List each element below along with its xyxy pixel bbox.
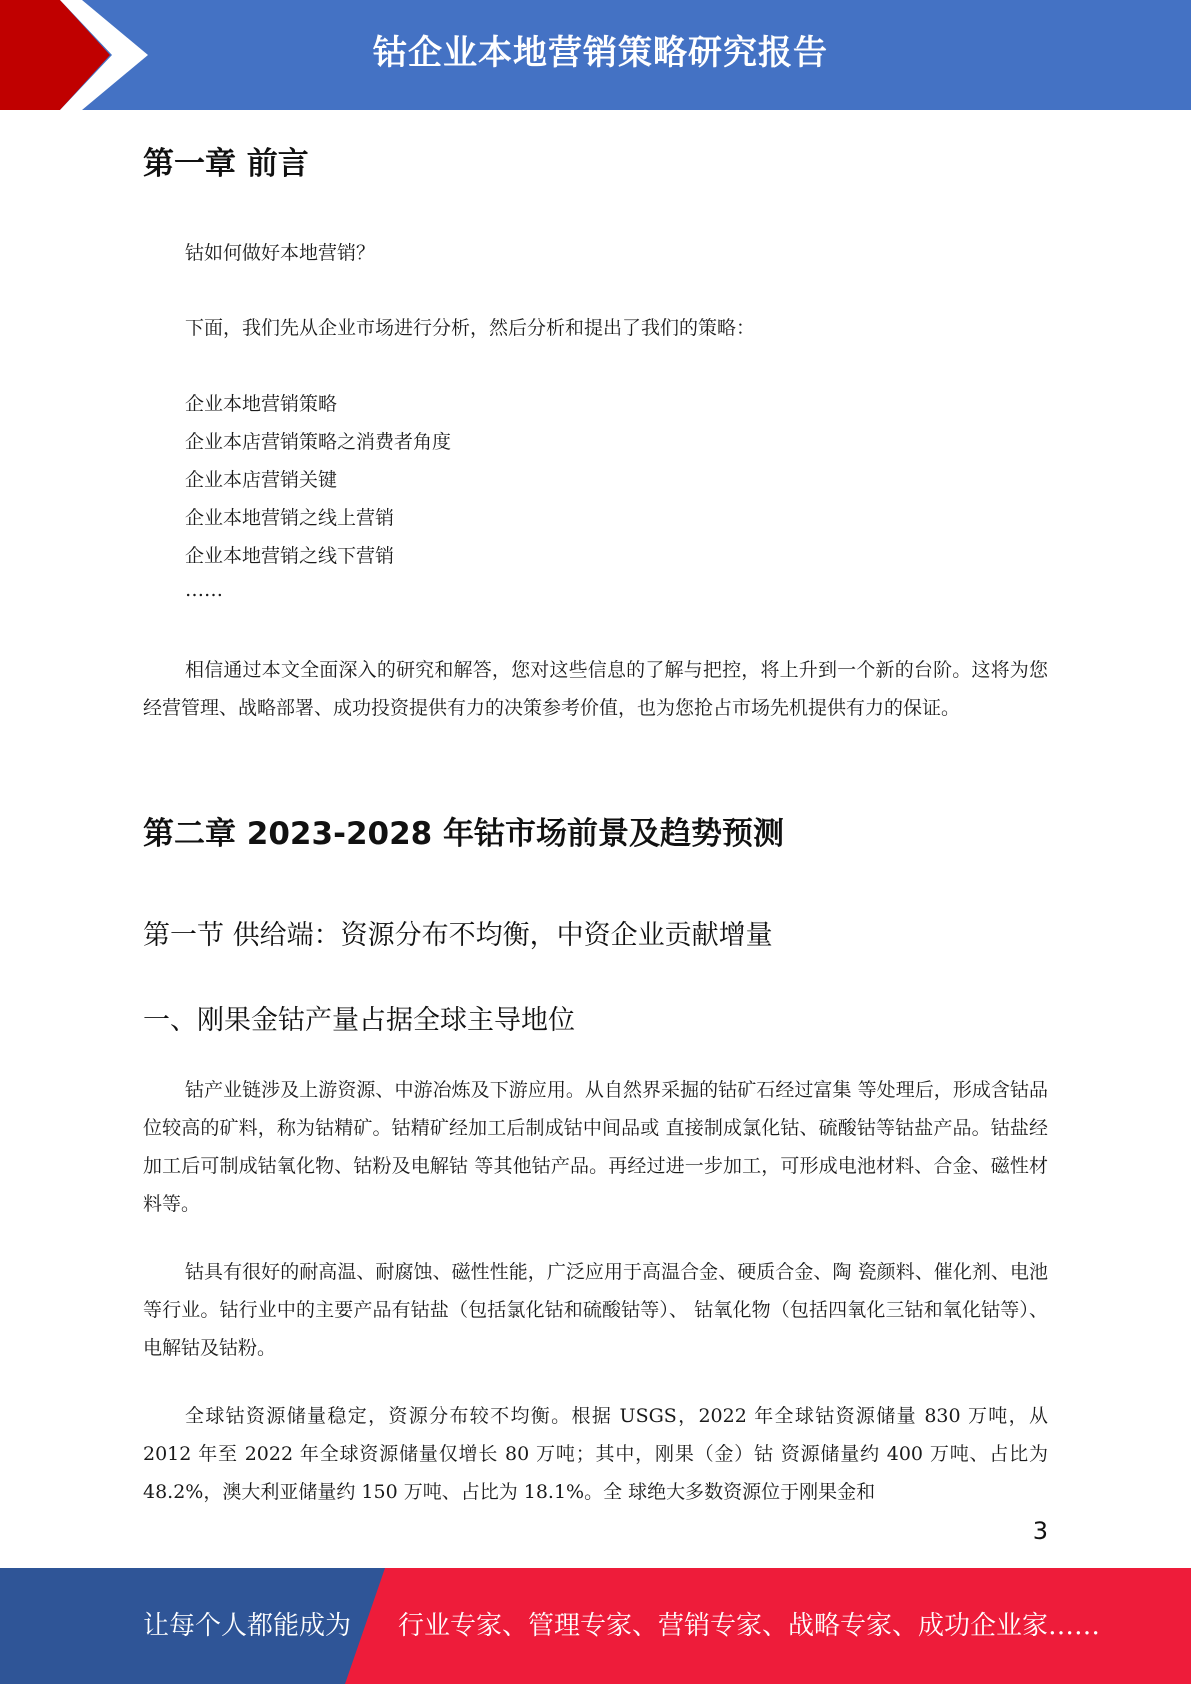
- chapter1-intro: 下面，我们先从企业市场进行分析，然后分析和提出了我们的策略：: [185, 317, 756, 339]
- chapter1-question: 钴如何做好本地营销？: [185, 242, 376, 264]
- footer-slogan-right: 行业专家、管理专家、营销专家、战略专家、成功企业家……: [398, 1611, 1101, 1641]
- list-item: 企业本店营销关键: [185, 469, 338, 491]
- paragraph: 全球钴资源储量稳定，资源分布较不均衡。根据 USGS，2022 年全球钴资源储量 830 万吨，从 2012 年至 2022 年全球资源储量仅增长 80 万吨；其中，刚果（金）钴 资源储量约 400 万吨、占比为 48.2%，澳大利亚储量约 150 万吨、占比为 18.1%。全 球绝大多数资源位于刚果金和: [143, 1405, 1048, 1503]
- chapter2-title: 第二章 2023-2028 年钴市场前景及趋势预测: [143, 816, 785, 852]
- subsection-heading: 一、刚果金钴产量占据全球主导地位: [143, 1005, 575, 1036]
- list-item: ……: [185, 579, 223, 601]
- list-item: 企业本地营销策略: [185, 393, 338, 415]
- section-heading: 第一节 供给端：资源分布不均衡，中资企业贡献增量: [143, 920, 773, 951]
- list-item: 企业本地营销之线上营销: [185, 507, 395, 529]
- list-item: 企业本店营销策略之消费者角度: [185, 431, 452, 453]
- paragraph: 钴具有很好的耐高温、耐腐蚀、磁性性能，广泛应用于高温合金、硬质合金、陶 瓷颜料、催化剂、电池等行业。钴行业中的主要产品有钴盐（包括氯化钴和硫酸钴等）、 钴氧化物（包括四氧化三钴和氧化钴等）、电解钴及钴粉。: [143, 1261, 1048, 1359]
- chapter1-title: 第一章 前言: [143, 146, 309, 182]
- paragraph: 钴产业链涉及上游资源、中游冶炼及下游应用。从自然界采掘的钴矿石经过富集 等处理后，形成含钴品位较高的矿料，称为钴精矿。钴精矿经加工后制成钴中间品或 直接制成氯化钴、硫酸钴等钴盐产品。钴盐经加工后可制成钴氧化物、钴粉及电解钴 等其他钴产品。再经过进一步加工，可形成电池材料、合金、磁性材料等。: [143, 1079, 1048, 1215]
- footer-slogan-left: 让每个人都能成为: [143, 1611, 352, 1641]
- list-item: 企业本地营销之线下营销: [185, 545, 395, 567]
- report-title: 钴企业本地营销策略研究报告: [373, 33, 828, 73]
- header-banner: [0, 0, 1191, 110]
- page-number: 3: [1032, 1517, 1048, 1545]
- chapter1-closing: 相信通过本文全面深入的研究和解答，您对这些信息的了解与把控，将上升到一个新的台阶。这将为您经营管理、战略部署、成功投资提供有力的决策参考价值，也为您抢占市场先机提供有力的保证。: [143, 659, 1048, 719]
